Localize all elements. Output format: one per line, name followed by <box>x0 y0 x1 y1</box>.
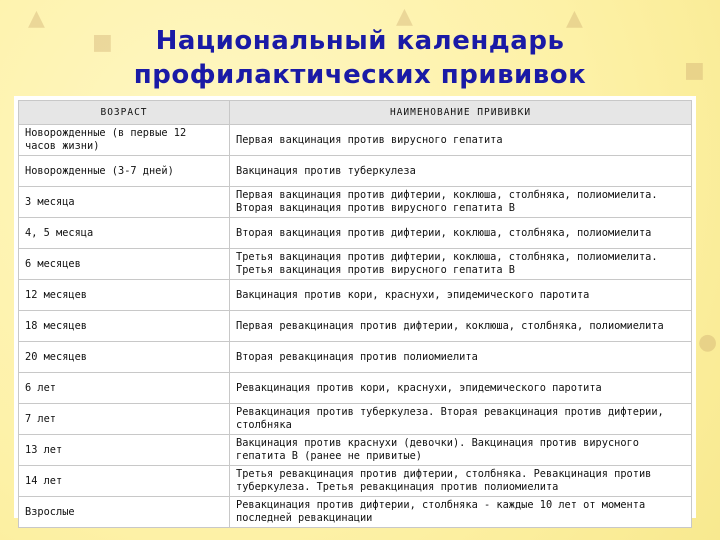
decor-cake-icon: ▲ <box>28 6 45 31</box>
age-cell: 18 месяцев <box>19 311 230 342</box>
vaccine-cell: Третья вакцинация против дифтерии, коклюша, столбняка, полиомиелита. Третья вакцинация против вирусного гепатита В <box>230 249 692 280</box>
vaccine-cell: Ревакцинация против туберкулеза. Вторая ревакцинация против дифтерии, столбняка <box>230 404 692 435</box>
age-cell: Новорожденные (в первые 12 часов жизни) <box>19 125 230 156</box>
page-title <box>0 24 720 92</box>
decor-cake-icon: ▲ <box>566 6 583 31</box>
title-line-2: профилактических прививок <box>133 60 587 90</box>
table-row <box>19 187 692 218</box>
age-cell: Взрослые <box>19 497 230 528</box>
vaccine-cell: Вакцинация против туберкулеза <box>230 156 692 187</box>
vaccine-cell: Первая вакцинация против дифтерии, коклюша, столбняка, полиомиелита. Вторая вакцинация против вирусного гепатита В <box>230 187 692 218</box>
vaccination-table-panel <box>14 96 696 524</box>
table-header-row <box>19 101 692 125</box>
vaccine-cell: Ревакцинация против дифтерии, столбняка - каждые 10 лет от момента последней ревакцинации <box>230 497 692 528</box>
table-row <box>19 373 692 404</box>
age-cell: 6 лет <box>19 373 230 404</box>
vaccine-cell: Первая ревакцинация против дифтерии, коклюша, столбняка, полиомиелита <box>230 311 692 342</box>
age-cell: 4, 5 месяца <box>19 218 230 249</box>
table-row <box>19 125 692 156</box>
vaccine-cell: Вторая вакцинация против дифтерии, коклюша, столбняка, полиомиелита <box>230 218 692 249</box>
age-cell: 6 месяцев <box>19 249 230 280</box>
decor-cake-icon: ▲ <box>396 4 413 29</box>
decor-toy-icon: ● <box>698 330 718 355</box>
vaccine-cell: Вакцинация против кори, краснухи, эпидемического паротита <box>230 280 692 311</box>
vaccination-table <box>18 100 692 528</box>
vaccine-cell: Вторая ревакцинация против полиомиелита <box>230 342 692 373</box>
decor-car-icon: ■ <box>684 58 705 83</box>
table-row <box>19 218 692 249</box>
title-line-1: Национальный календарь <box>155 26 565 56</box>
age-cell: 14 лет <box>19 466 230 497</box>
age-cell: Новорожденные (3-7 дней) <box>19 156 230 187</box>
table-row <box>19 497 692 528</box>
vaccine-cell: Третья ревакцинация против дифтерии, столбняка. Ревакцинация против туберкулеза. Третья ревакцинация против полиомиелита <box>230 466 692 497</box>
table-row <box>19 280 692 311</box>
vaccine-cell: Ревакцинация против кори, краснухи, эпидемического паротита <box>230 373 692 404</box>
table-row <box>19 466 692 497</box>
age-cell: 7 лет <box>19 404 230 435</box>
table-row <box>19 156 692 187</box>
table-row <box>19 404 692 435</box>
age-cell: 12 месяцев <box>19 280 230 311</box>
table-row <box>19 342 692 373</box>
table-row <box>19 311 692 342</box>
age-cell: 13 лет <box>19 435 230 466</box>
age-cell: 20 месяцев <box>19 342 230 373</box>
decor-car-icon: ■ <box>92 30 113 55</box>
header-age: ВОЗРАСТ <box>19 101 230 125</box>
vaccine-cell: Первая вакцинация против вирусного гепатита <box>230 125 692 156</box>
table-row <box>19 435 692 466</box>
table-row <box>19 249 692 280</box>
age-cell: 3 месяца <box>19 187 230 218</box>
vaccine-cell: Вакцинация против краснухи (девочки). Вакцинация против вирусного гепатита В (ранее не привитые) <box>230 435 692 466</box>
header-vaccine: НАИМЕНОВАНИЕ ПРИВИВКИ <box>230 101 692 125</box>
